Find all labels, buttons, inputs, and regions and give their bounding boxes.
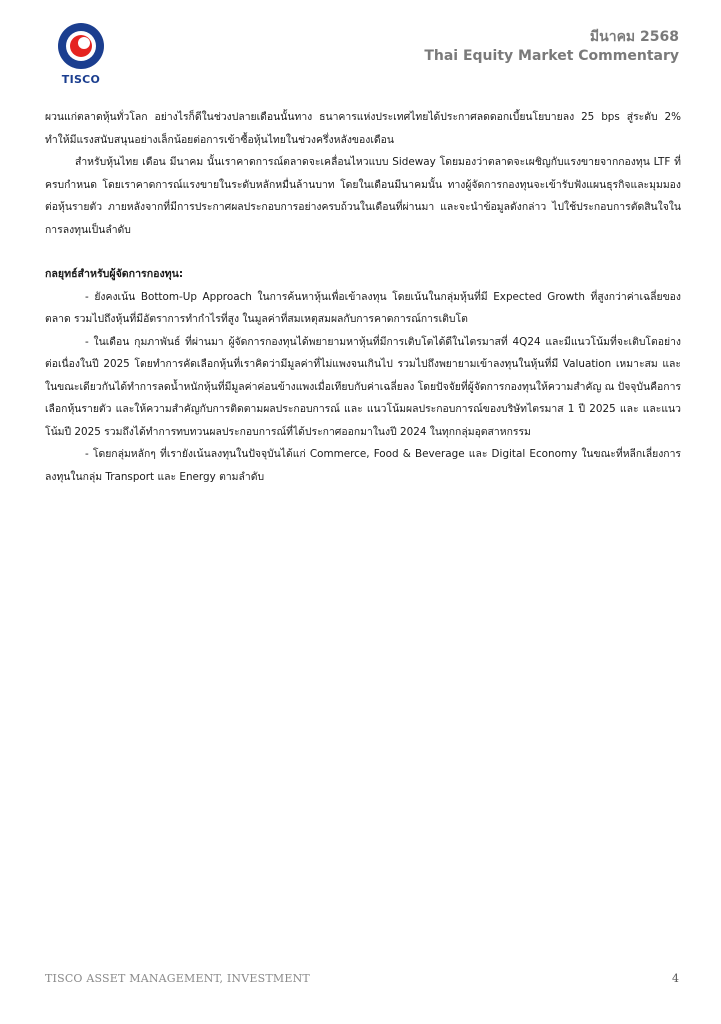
- tisco-logo-mark-icon: [55, 20, 107, 72]
- header: [424, 28, 679, 66]
- strategy-heading: กลยุทธ์สำหรับผู้จัดการกองทุน:: [45, 268, 184, 280]
- header-title: Thai Equity Market Commentary: [424, 48, 679, 64]
- footer-company: TISCO ASSET MANAGEMENT, INVESTMENT: [45, 972, 310, 985]
- page-number: 4: [672, 972, 679, 985]
- strategy-bullet-3: - โดยกลุ่มหลักๆ ที่เรายังเน้นลงทุนในปัจจุบันได้แก่ Commerce, Food & Beverage และ Digital Economy ในขณะที่หลีกเลี่ยงการลงทุนในกลุ่ม Transport และ Energy ตามลำดับ: [45, 448, 681, 483]
- body-content: [45, 106, 681, 488]
- logo-text: TISCO: [61, 73, 101, 86]
- paragraph-2: สำหรับหุ้นไทย เดือน มีนาคม นั้นเราคาดการณ์ตลาดจะเคลื่อนไหวแบบ Sideway โดยมองว่าตลาดจะเผชิญกับแรงขายจากกองทุน LTF ที่ครบกำหนด โดยเราคาดการณ์แรงขายในระดับหลักหมื่นล้านบาท โดยในเดือนมีนาคมนั้น ทางผู้จัดการกองทุนจะเข้ารับฟังแผนธุรกิจและมุมมองต่อหุ้นรายตัว ภายหลังจากที่มีการประกาศผลประกอบการอย่างครบถ้วนในเดือนที่ผ่านมา และจะนำข้อมูลดังกล่าว ไปใช้ประกอบการตัดสินใจในการลงทุนเป็นลำดับ: [45, 156, 682, 236]
- header-date: มีนาคม 2568: [589, 29, 679, 45]
- section-gap: [45, 241, 681, 263]
- strategy-bullet-1: - ยังคงเน้น Bottom-Up Approach ในการค้นหาหุ้นเพื่อเข้าลงทุน โดยเน้นในกลุ่มหุ้นที่มี Expected Growth ที่สูงกว่าค่าเฉลี่ยของตลาด รวมไปถึงหุ้นที่มีอัตราการทำกำไรที่สูง ในมูลค่าที่สมเหตุสมผลกับการคาดการณ์การเติบโต: [45, 290, 681, 325]
- paragraph-1: ผวนแก่ตลาดหุ้นทั่วโลก อย่างไรก็ดีในช่วงปลายเดือนนั้นทาง ธนาคารแห่งประเทศไทยได้ประกาศลดดอกเบี้ยนโยบายลง 25 bps สู่ระดับ 2% ทำให้มีแรงสนับสนุนอย่างเล็กน้อยต่อการเข้าซื้อหุ้นไทยในช่วงครึ่งหลังของเดือน: [45, 111, 681, 146]
- strategy-bullet-2: - ในเดือน กุมภาพันธ์ ที่ผ่านมา ผู้จัดการกองทุนได้พยายามหาหุ้นที่มีการเติบโตได้ดีในไตรมาสที่ 4Q24 และมีแนวโน้มที่จะเติบโตอย่างต่อเนื่องในปี 2025 โดยทำการคัดเลือกหุ้นที่เราคิดว่ามีมูลค่าที่ไม่แพงจนเกินไป รวมไปถึงพยายามเข้าลงทุนในหุ้นที่มี Valuation เหมาะสม และในขณะเดียวกันได้ทำการลดน้ำหนักหุ้นที่มีมูลค่าค่อนข้างแพงเมื่อเทียบกับค่าเฉลี่ยลง โดยปัจจัยที่ผู้จัดการกองทุนให้ความสำคัญ ณ ปัจจุบันคือการเลือกหุ้นรายตัว และให้ความสำคัญกับการติดตามผลประกอบการณ์ และ แนวโน้มผลประกอบการณ์ของบริษัทไตรมาส 1 ปี 2025 และ และแนวโน้มปี 2025 รวมถึงได้ทำการทบทวนผลประกอบการณ์ที่ได้ประกาศออกมาในงปี 2024 ในทุกกลุ่มอุตสาหกรรม: [45, 335, 681, 438]
- tisco-logo: [55, 20, 107, 88]
